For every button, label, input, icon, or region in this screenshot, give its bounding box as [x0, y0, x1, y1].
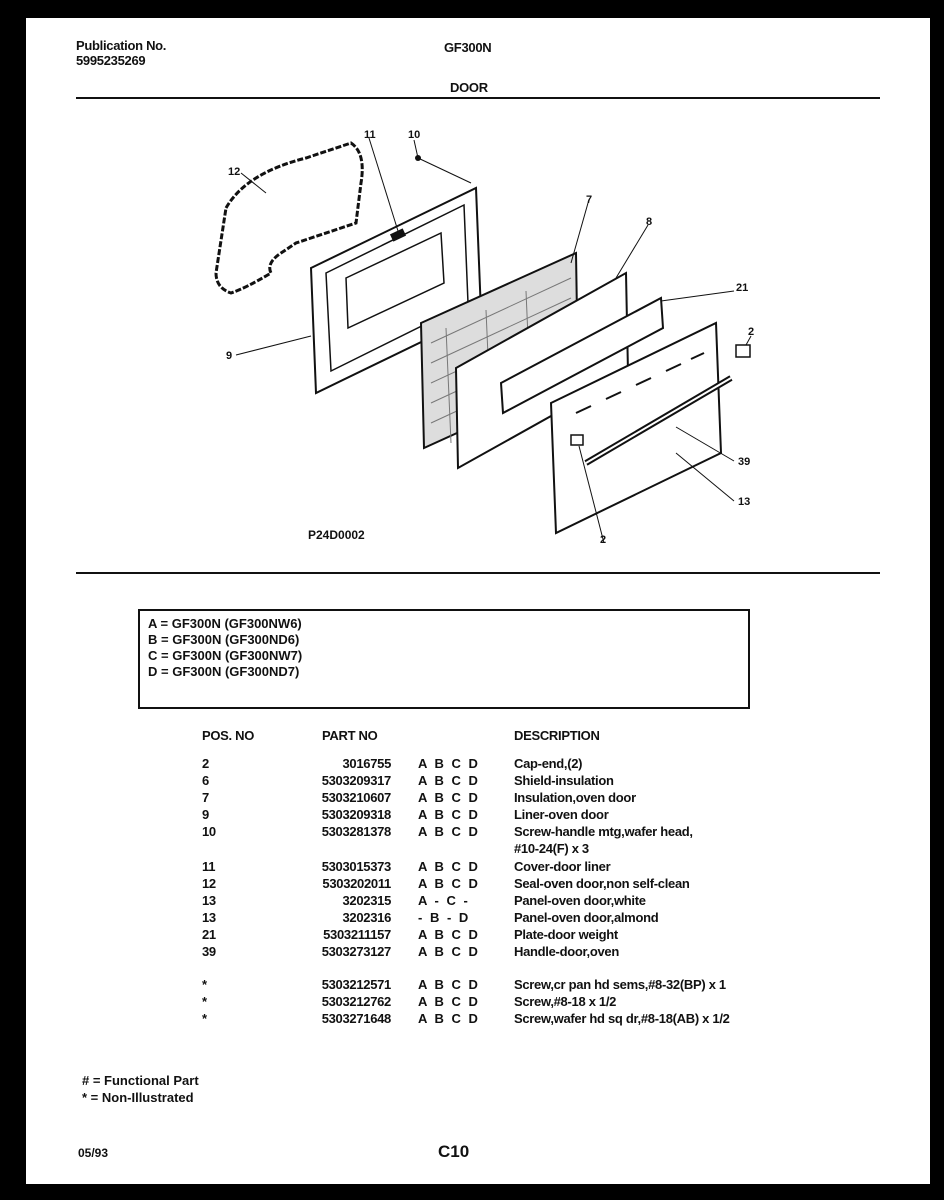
- description-cell: Handle-door,oven: [514, 944, 619, 959]
- part-number-cell: 3202316: [342, 910, 391, 925]
- callout-12: 12: [228, 166, 241, 178]
- part-number-cell: 5303212762: [321, 994, 391, 1009]
- description-cell: Insulation,oven door: [514, 790, 636, 805]
- pos-cell: 13: [202, 893, 216, 908]
- description-cell: Panel-oven door,almond: [514, 910, 659, 925]
- publication-label: Publication No.: [76, 38, 167, 53]
- pos-cell: 2: [202, 756, 209, 771]
- description-cell: Shield-insulation: [514, 773, 614, 788]
- footer-date: 05/93: [78, 1146, 109, 1160]
- callout-9: 9: [226, 350, 233, 362]
- applicability-cell: A B C D: [418, 977, 480, 992]
- legend-item-b: B = GF300N (GF300ND6): [148, 632, 300, 647]
- description-cell: Seal-oven door,non self-clean: [514, 876, 690, 891]
- parts-page: [26, 18, 930, 1184]
- publication-number: 5995235269: [76, 53, 146, 68]
- figure-id: P24D0002: [308, 528, 365, 542]
- part-number-cell: 3016755: [342, 756, 391, 771]
- part-number-cell: 5303210607: [321, 790, 391, 805]
- applicability-cell: A - C -: [418, 893, 470, 908]
- col-header-part: PART NO: [322, 728, 378, 743]
- part-number-cell: 5303202011: [322, 876, 391, 891]
- col-header-pos: POS. NO: [202, 728, 255, 743]
- legend-item-a: A = GF300N (GF300NW6): [148, 616, 302, 631]
- applicability-cell: A B C D: [418, 756, 480, 771]
- col-header-desc: DESCRIPTION: [514, 728, 600, 743]
- callout-21: 21: [736, 282, 749, 294]
- pos-cell: 21: [202, 927, 216, 942]
- callout-13: 13: [738, 496, 751, 508]
- description-cell: Screw,#8-18 x 1/2: [514, 994, 617, 1009]
- door-exploded-diagram: [186, 113, 776, 543]
- figure-rule: [76, 572, 880, 574]
- pos-cell: *: [202, 977, 207, 992]
- description-cell: Screw,wafer hd sq dr,#8-18(AB) x 1/2: [514, 1011, 730, 1026]
- description-cell: Plate-door weight: [514, 927, 618, 942]
- description-cell: Liner-oven door: [514, 807, 609, 822]
- part-number-cell: 5303273127: [321, 944, 391, 959]
- applicability-cell: A B C D: [418, 1011, 480, 1026]
- callout-8: 8: [646, 216, 653, 228]
- part-number-cell: 5303211157: [323, 927, 391, 942]
- pos-cell: *: [202, 994, 207, 1009]
- pos-cell: 13: [202, 910, 216, 925]
- pos-cell: *: [202, 1011, 207, 1026]
- description-cell: Screw-handle mtg,wafer head,: [514, 824, 693, 839]
- applicability-cell: A B C D: [418, 773, 480, 788]
- callout-39: 39: [738, 456, 751, 468]
- description-cell: Panel-oven door,white: [514, 893, 646, 908]
- note-non-illustrated: * = Non-Illustrated: [82, 1090, 194, 1105]
- pos-cell: 39: [202, 944, 216, 959]
- applicability-cell: A B C D: [418, 876, 480, 891]
- model-number: GF300N: [444, 40, 492, 55]
- page-number: C10: [438, 1142, 470, 1161]
- callout-2-cap: 2: [748, 326, 755, 338]
- part-number-cell: 5303209318: [321, 807, 391, 822]
- part-number-cell: 5303271648: [321, 1011, 391, 1026]
- applicability-cell: A B C D: [418, 944, 480, 959]
- pos-cell: 9: [202, 807, 209, 822]
- legend-item-c: C = GF300N (GF300NW7): [148, 648, 303, 663]
- applicability-cell: - B - D: [418, 910, 471, 925]
- callout-10: 10: [408, 129, 421, 141]
- pos-cell: 6: [202, 773, 209, 788]
- applicability-cell: A B C D: [418, 859, 480, 874]
- pos-cell: 7: [202, 790, 209, 805]
- notes: [82, 1072, 199, 1106]
- applicability-cell: A B C D: [418, 994, 480, 1009]
- part-number-cell: 5303015373: [321, 859, 391, 874]
- callout-11: 11: [364, 129, 376, 141]
- pos-cell: 11: [202, 859, 216, 874]
- description-cell: Cap-end,(2): [514, 756, 583, 771]
- part-number-cell: 5303212571: [321, 977, 391, 992]
- callout-7: 7: [586, 194, 593, 206]
- part-number-cell: 5303209317: [321, 773, 391, 788]
- legend-item-d: D = GF300N (GF300ND7): [148, 664, 300, 679]
- applicability-cell: A B C D: [418, 927, 480, 942]
- description-cell-continued: #10-24(F) x 3: [514, 841, 589, 856]
- description-cell: Cover-door liner: [514, 859, 611, 874]
- pos-cell: 10: [202, 824, 216, 839]
- part-number-cell: 5303281378: [321, 824, 391, 839]
- section-title: DOOR: [450, 80, 488, 95]
- applicability-cell: A B C D: [418, 824, 480, 839]
- applicability-cell: A B C D: [418, 790, 480, 805]
- applicability-cell: A B C D: [418, 807, 480, 822]
- note-functional: # = Functional Part: [82, 1073, 199, 1088]
- pos-cell: 12: [202, 876, 216, 891]
- part-number-cell: 3202315: [342, 893, 391, 908]
- model-legend: [138, 609, 750, 709]
- description-cell: Screw,cr pan hd sems,#8-32(BP) x 1: [514, 977, 726, 992]
- header-rule: [76, 97, 880, 99]
- callout-2-handle: 2: [600, 534, 607, 543]
